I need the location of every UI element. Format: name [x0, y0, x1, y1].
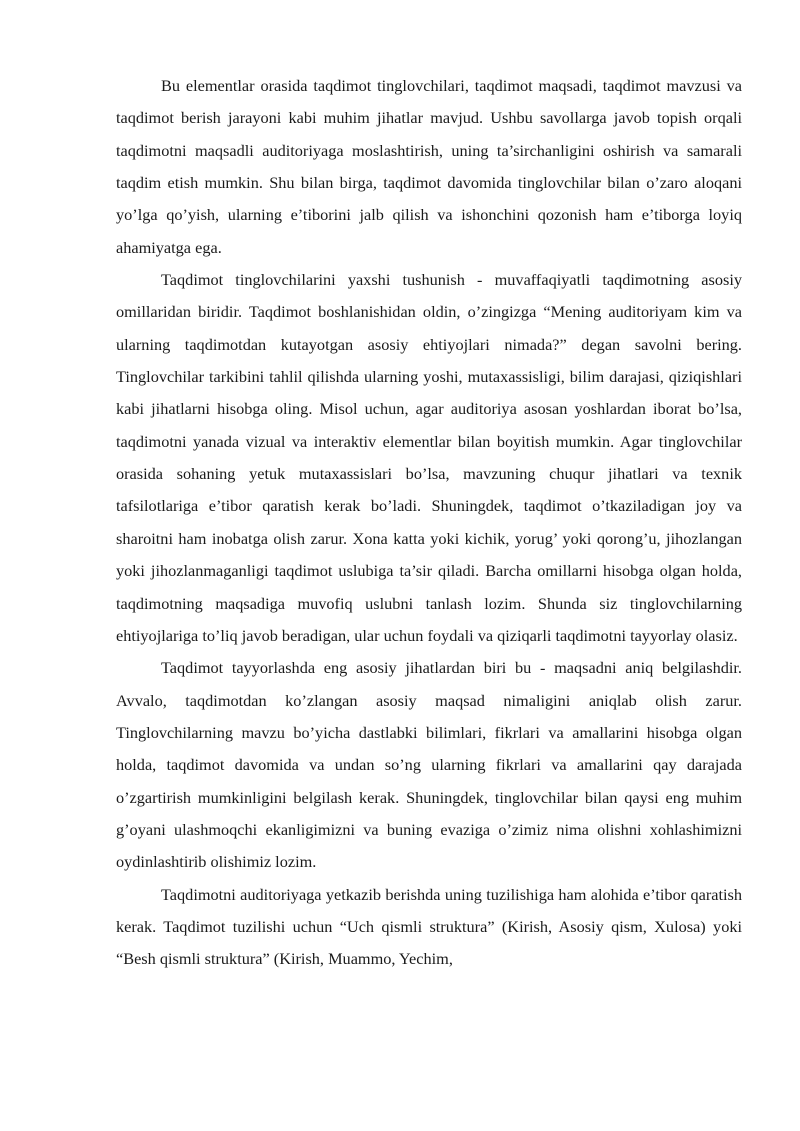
paragraph-audience-elements: Bu elementlar orasida taqdimot tinglovchilari, taqdimot maqsadi, taqdimot mavzusi va taqdimot berish jarayoni kabi muhim jihatlar mavjud. Ushbu savollarga javob topish orqali taqdimotni maqsadli auditoriyaga moslashtirish, uning ta’sirchanligini oshirish va samarali taqdim etish mumkin. Shu bilan birga, taqdimot davomida tinglovchilar bilan o’zaro aloqani yo’lga qo’yish, ularning e’tiborini jalb qilish va ishonchini qozonish ham e’tiborga loyiq ahamiyatga ega.: [116, 76, 742, 257]
paragraph-presentation-structure: Taqdimotni auditoriyaga yetkazib berishda uning tuzilishiga ham alohida e’tibor qaratish kerak. Taqdimot tuzilishi uchun “Uch qismli struktura” (Kirish, Asosiy qism, Xulosa) yoki “Besh qismli struktura” (Kirish, Muammo, Yechim,: [116, 884, 742, 969]
document-page: [116, 70, 742, 976]
paragraph-understanding-listeners: Taqdimot tinglovchilarini yaxshi tushunish - muvaffaqiyatli taqdimotning asosiy omillaridan biridir. Taqdimot boshlanishidan oldin, o’zingizga “Mening auditoriyam kim va ularning taqdimotdan kutayotgan asosiy ehtiyojlari nimada?” degan savolni bering. Tinglovchilar tarkibini tahlil qilishda ularning yoshi, mutaxassisligi, bilim darajasi, qiziqishlari kabi jihatlarni hisobga oling. Misol uchun, agar auditoriya asosan yoshlardan iborat bo’lsa, taqdimotni yanada vizual va interaktiv elementlar bilan boyitish mumkin. Agar tinglovchilar orasida sohaning yetuk mutaxassislari bo’lsa, mavzuning chuqur jihatlari va texnik tafsilotlariga e’tibor qaratish kerak bo’ladi. Shuningdek, taqdimot o’tkaziladigan joy va sharoitni ham inobatga olish zarur. Xona katta yoki kichik, yorug’ yoki qorong’u, jihozlangan yoki jihozlanmaganligi taqdimot uslubiga ta’sir qiladi. Barcha omillarni hisobga olgan holda, taqdimotning maqsadiga muvofiq uslubni tanlash lozim. Shunda siz tinglovchilarning ehtiyojlariga to’liq javob beradigan, ular uchun foydali va qiziqarli taqdimotni tayyorlay olasiz.: [116, 270, 742, 645]
paragraph-defining-goal: Taqdimot tayyorlashda eng asosiy jihatlardan biri bu - maqsadni aniq belgilashdir. Avvalo, taqdimotdan ko’zlangan asosiy maqsad nimaligini aniqlab olish zarur. Tinglovchilarning mavzu bo’yicha dastlabki bilimlari, fikrlari va amallarini hisobga olgan holda, taqdimot davomida va undan so’ng ularning fikrlari va amallarini qay darajada o’zgartirish mumkinligini belgilash kerak. Shuningdek, tinglovchilar bilan qaysi eng muhim g’oyani ulashmoqchi ekanligimizni va buning evaziga o’zimiz nima olishni xohlashimizni oydinlashtirib olishimiz lozim.: [116, 658, 742, 872]
